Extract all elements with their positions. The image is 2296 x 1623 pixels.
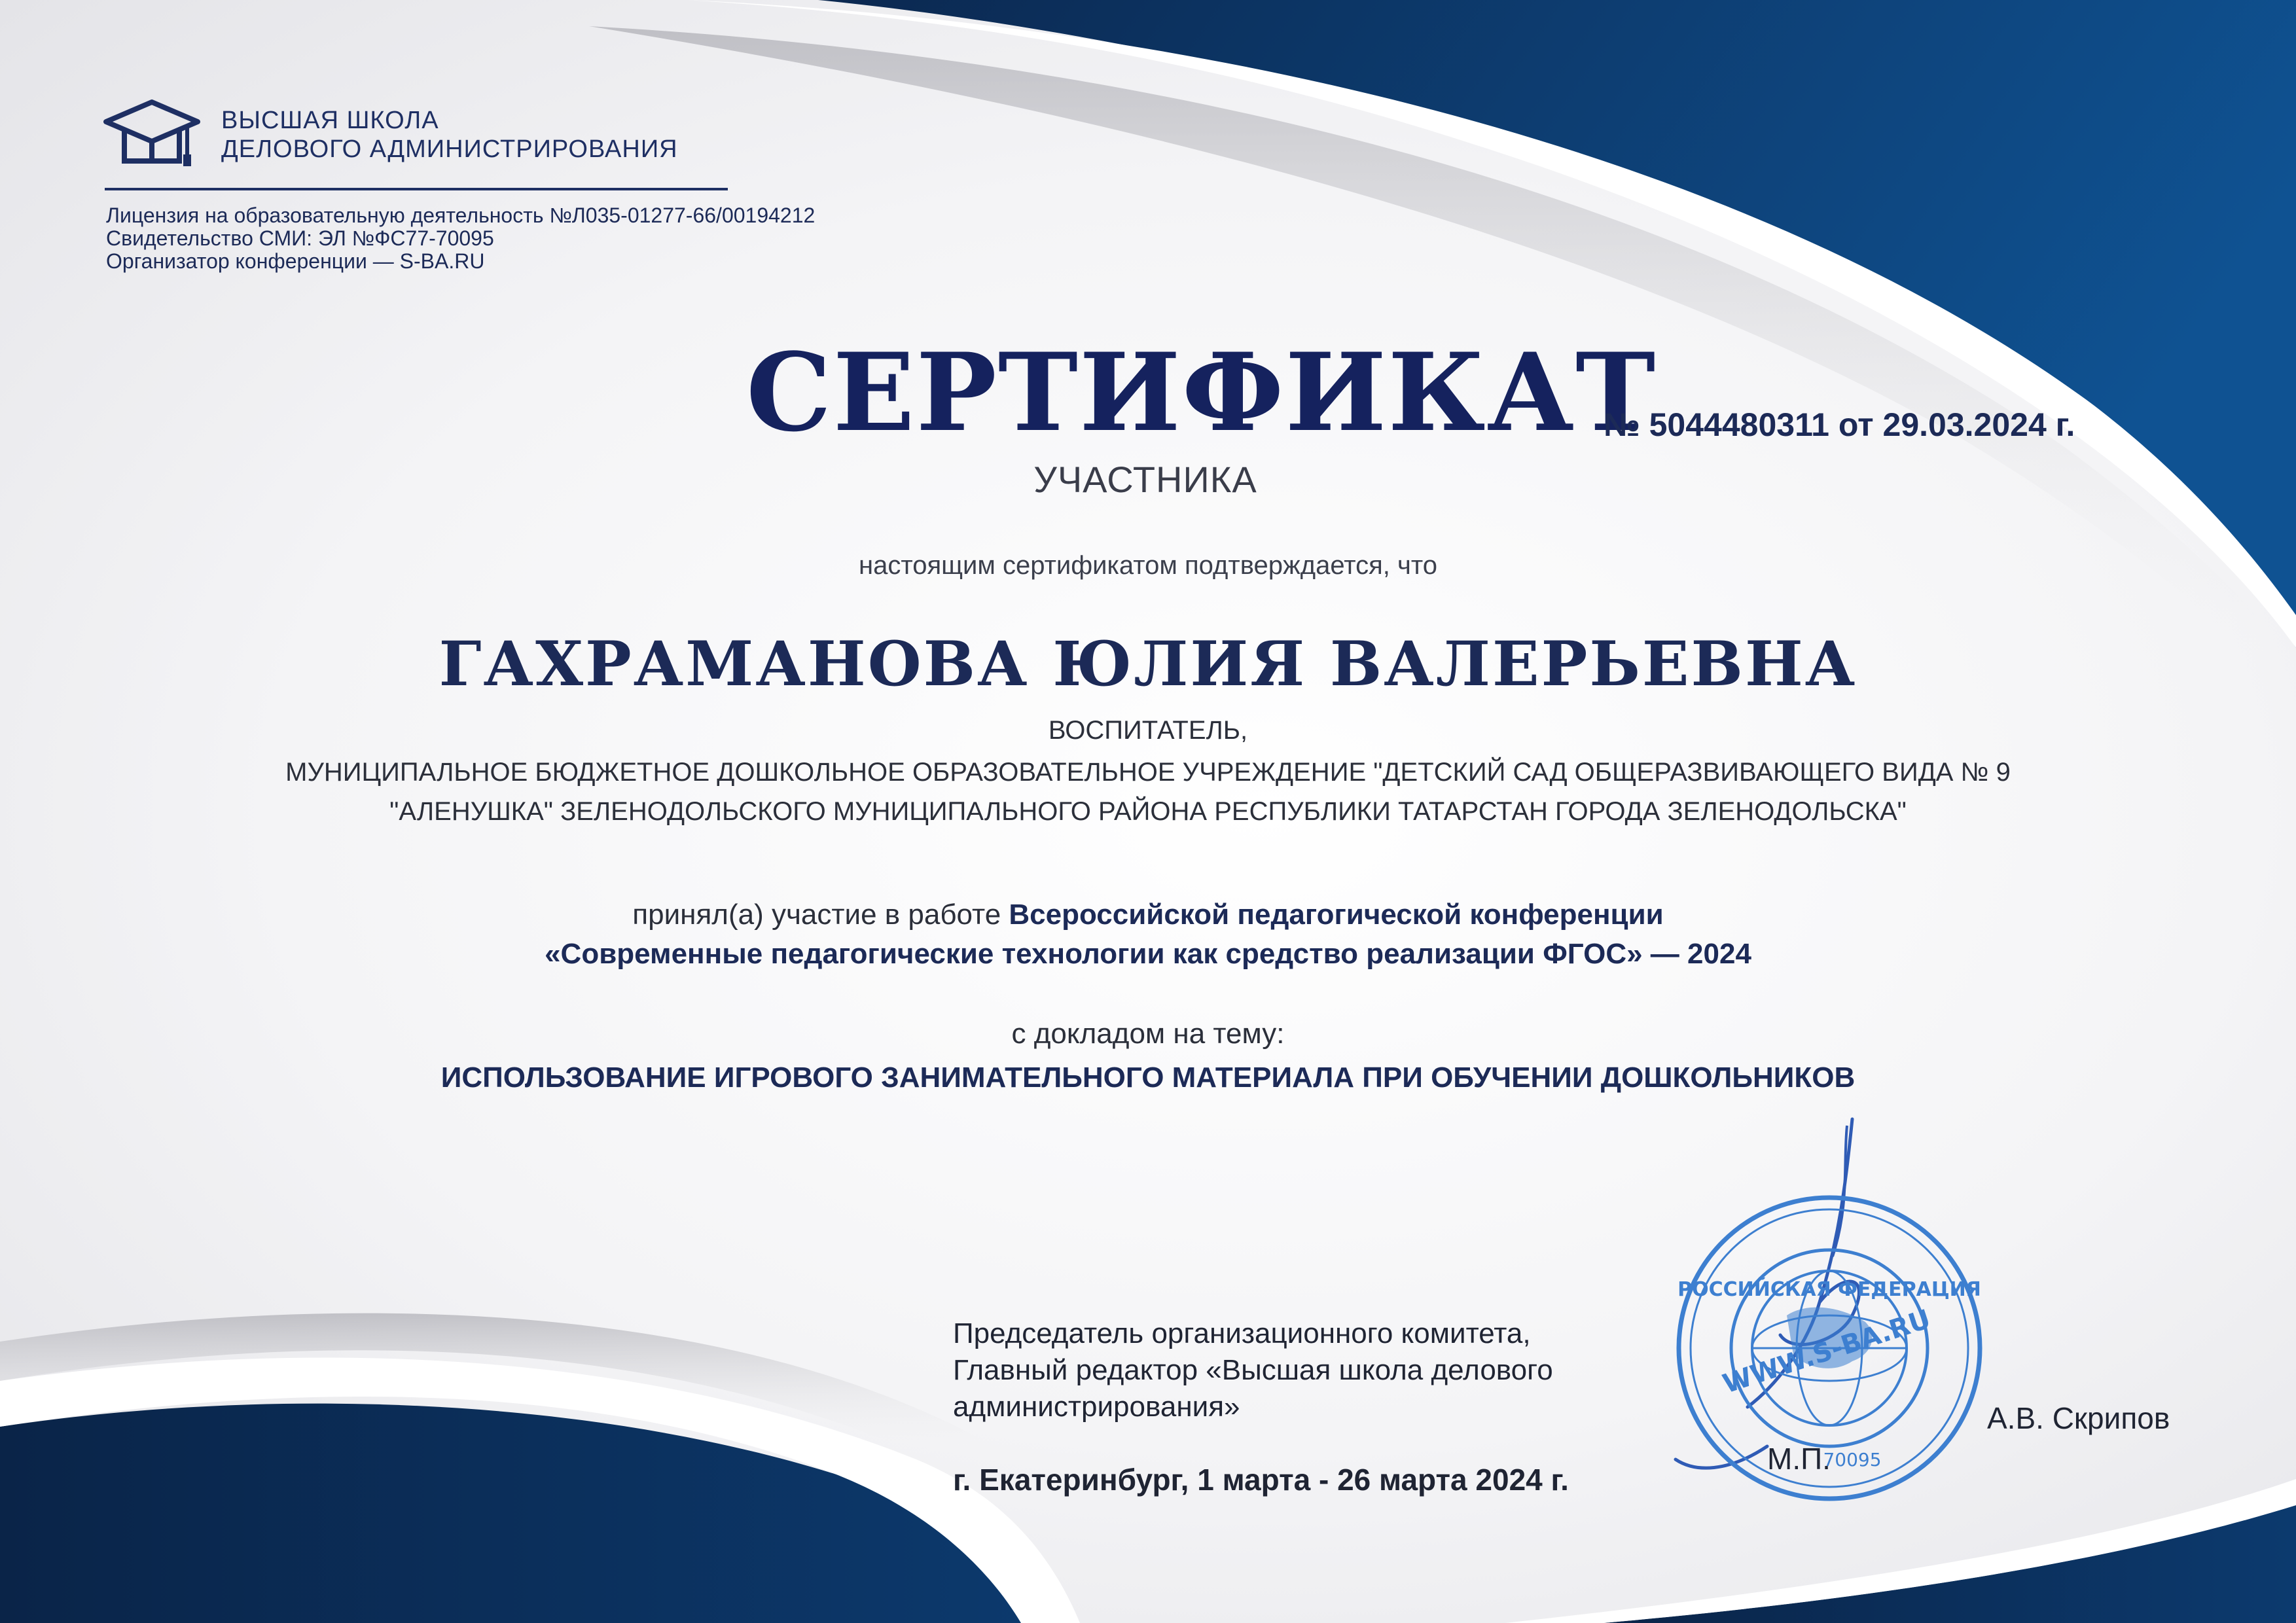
topic-label: с докладом на тему: bbox=[1011, 1018, 1285, 1050]
participation-prefix: принял(а) участие в работе bbox=[632, 899, 1001, 931]
media-certificate-text: Свидетельство СМИ: ЭЛ №ФС77-70095 bbox=[106, 226, 494, 250]
license-text: Лицензия на образовательную деятельность №Л035-01277-66/00194212 bbox=[106, 204, 816, 227]
seal-bottom-text: 70095 bbox=[1823, 1449, 1882, 1471]
recipient-institution bbox=[0, 753, 2296, 831]
recipient-position: ВОСПИТАТЕЛЬ, bbox=[1048, 716, 1248, 745]
chairman-title: Председатель организационного комитета, Главный редактор «Высшая школа делового администрирования» bbox=[953, 1317, 1553, 1423]
logo-divider bbox=[105, 188, 728, 190]
seal-top-text: РОССИЙСКАЯ ФЕДЕРАЦИЯ bbox=[1677, 1278, 1981, 1301]
seal-center-text: WWW.S-BA.RU bbox=[1719, 1304, 1935, 1400]
conference-title: «Современные педагогические технологии как средство реализации ФГОС» — 2024 bbox=[545, 938, 1751, 970]
signer-name: А.В. Скрипов bbox=[1987, 1401, 2170, 1435]
place-and-date: г. Екатеринбург, 1 марта - 26 марта 2024 г. bbox=[953, 1463, 1569, 1497]
institution-line-2: "АЛЕНУШКА" ЗЕЛЕНОДОЛЬСКОГО МУНИЦИПАЛЬНОГО РАЙОНА РЕСПУБЛИКИ ТАТАРСТАН ГОРОДА ЗЕЛЕНОДОЛЬСКА" bbox=[389, 797, 1907, 826]
certificate-number: № 5044480311 от 29.03.2024 г. bbox=[1604, 406, 2075, 443]
certificate-subtitle: УЧАСТНИКА bbox=[1033, 459, 1257, 500]
certificate-title: СЕРТИФИКАТ bbox=[746, 329, 1657, 455]
report-topic: ИСПОЛЬЗОВАНИЕ ИГРОВОГО ЗАНИМАТЕЛЬНОГО МАТЕРИАЛА ПРИ ОБУЧЕНИИ ДОШКОЛЬНИКОВ bbox=[440, 1061, 1856, 1094]
organization-name: ВЫСШАЯ ШКОЛА ДЕЛОВОГО АДМИНИСТРИРОВАНИЯ bbox=[221, 107, 678, 163]
graduation-cap-icon bbox=[102, 98, 202, 171]
intro-text: настоящим сертификатом подтверждается, что bbox=[859, 551, 1437, 580]
organizer-text: Организатор конференции — S-BA.RU bbox=[106, 249, 485, 273]
organization-meta bbox=[106, 204, 815, 273]
stamp-mark: М.П. bbox=[1767, 1442, 1831, 1476]
recipient-name: ГАХРАМАНОВА ЮЛИЯ ВАЛЕРЬЕВНА bbox=[439, 628, 1857, 700]
conference-name: Всероссийской педагогической конференции bbox=[1009, 899, 1664, 931]
institution-line-1: МУНИЦИПАЛЬНОЕ БЮДЖЕТНОЕ ДОШКОЛЬНОЕ ОБРАЗОВАТЕЛЬНОЕ УЧРЕЖДЕНИЕ "ДЕТСКИЙ САД ОБЩЕРАЗВИВАЮЩЕГО ВИДА № 9 bbox=[285, 758, 2011, 787]
conference-participation bbox=[0, 895, 2296, 974]
organization-logo bbox=[102, 98, 678, 171]
